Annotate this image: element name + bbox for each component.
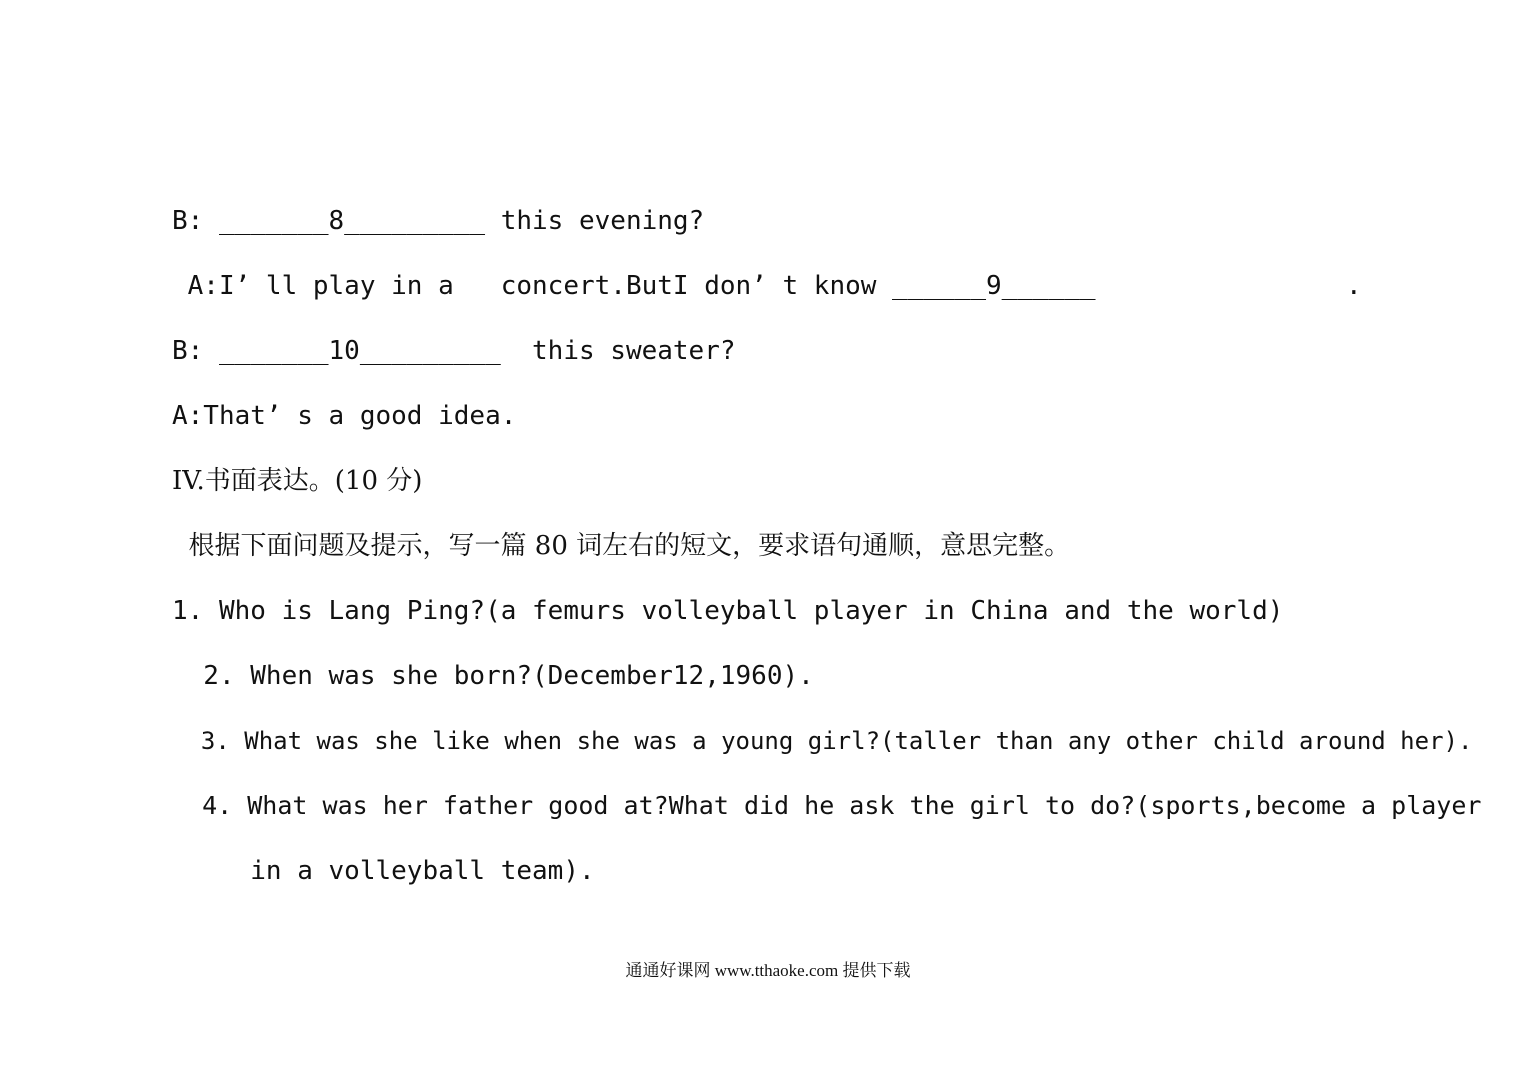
question-1: 1. Who is Lang Ping?(a femurs volleyball player in China and the world) — [172, 596, 1284, 626]
dialogue-line-a-idea: A:That’ s a good idea. — [172, 401, 517, 431]
question-3: 3. What was she like when she was a young girl?(taller than any other child around her). — [172, 727, 1473, 755]
dialogue-line-a-9: A:I’ ll play in a concert.ButI don’ t know ______9______ . — [172, 271, 1362, 301]
dialogue-line-b-8: B: _______8_________ this evening? — [172, 206, 705, 236]
dialogue-line-b-10: B: _______10_________ this sweater? — [172, 336, 736, 366]
writing-instruction: 根据下面问题及提示，写一篇 80 词左右的短文，要求语句通顺，意思完整。 — [172, 531, 1071, 561]
page-footer: 通通好课网 www.tthaoke.com 提供下载 — [625, 961, 911, 980]
question-2: 2. When was she born?(December12,1960). — [172, 661, 814, 691]
question-4-continued: in a volleyball team). — [172, 856, 595, 886]
section-heading: IV.书面表达。(10 分) — [172, 466, 423, 496]
question-4: 4. What was her father good at?What did he ask the girl to do?(sports,become a player — [172, 791, 1482, 820]
